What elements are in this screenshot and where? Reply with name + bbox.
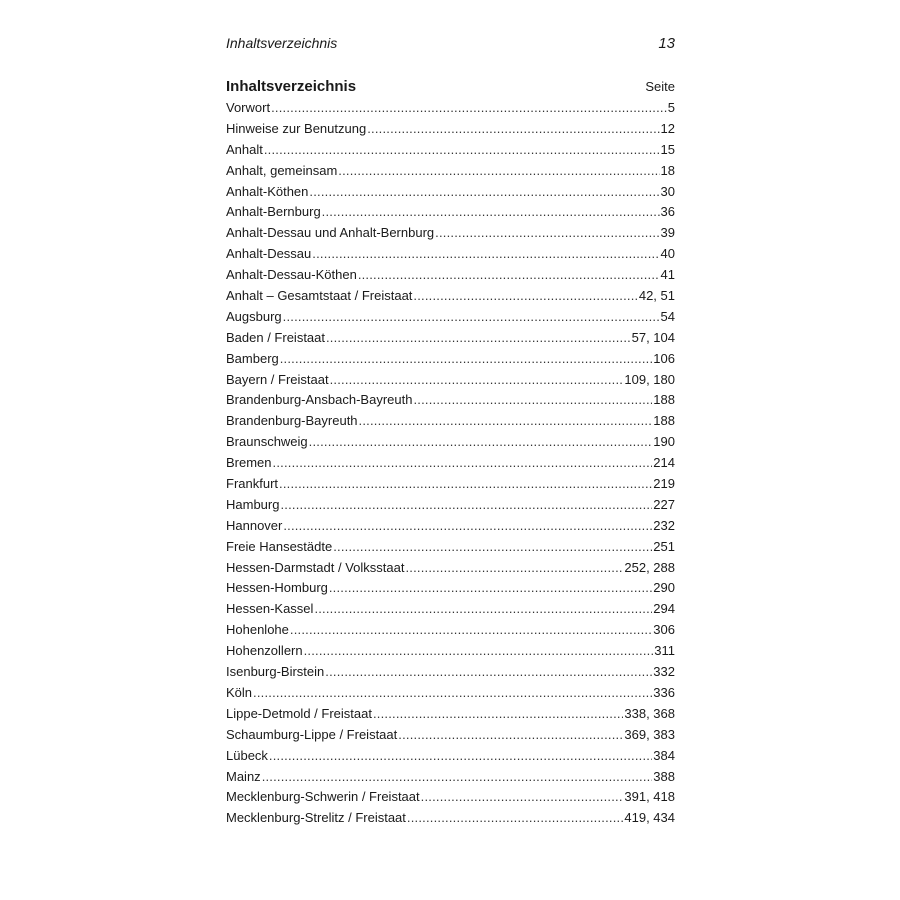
toc-entry[interactable] bbox=[226, 599, 675, 620]
toc-entry[interactable] bbox=[226, 704, 675, 725]
toc-entry-pages: 36 bbox=[660, 204, 675, 220]
toc-entry[interactable] bbox=[226, 787, 675, 808]
dot-leader bbox=[309, 182, 659, 203]
toc-entry-label: Hinweise zur Benutzung bbox=[226, 120, 367, 136]
dot-leader bbox=[338, 161, 659, 182]
toc-entry[interactable] bbox=[226, 537, 675, 558]
toc-entry[interactable] bbox=[226, 328, 675, 349]
toc-entry-pages: 251 bbox=[653, 538, 675, 554]
page-number: 13 bbox=[658, 35, 675, 52]
dot-leader bbox=[283, 516, 652, 537]
dot-leader bbox=[325, 662, 652, 683]
toc-entry-pages: 39 bbox=[660, 225, 675, 241]
toc-entry-pages: 41 bbox=[660, 267, 675, 283]
running-header-title: Inhaltsverzeichnis bbox=[226, 35, 338, 51]
toc-entry-pages: 232 bbox=[653, 517, 675, 533]
dot-leader bbox=[358, 265, 660, 286]
toc-entry[interactable] bbox=[226, 453, 675, 474]
dot-leader bbox=[407, 808, 623, 829]
dot-leader bbox=[269, 746, 652, 767]
toc-entry[interactable] bbox=[226, 390, 675, 411]
toc-entry-pages: 106 bbox=[653, 350, 675, 366]
toc-entry[interactable] bbox=[226, 495, 675, 516]
toc-entry-label: Baden / Freistaat bbox=[226, 329, 325, 345]
toc-entry[interactable] bbox=[226, 140, 675, 161]
toc-entry-label: Mecklenburg-Schwerin / Freistaat bbox=[226, 789, 420, 805]
toc-entry[interactable] bbox=[226, 202, 675, 223]
dot-leader bbox=[435, 223, 659, 244]
toc-entry-pages: 227 bbox=[653, 496, 675, 512]
toc-entry[interactable] bbox=[226, 620, 675, 641]
toc-entry-label: Hessen-Kassel bbox=[226, 601, 314, 617]
toc-entry-label: Köln bbox=[226, 684, 253, 700]
toc-entry-pages: 391, 418 bbox=[624, 789, 675, 805]
toc-entry[interactable] bbox=[226, 98, 675, 119]
toc-entry[interactable] bbox=[226, 161, 675, 182]
dot-leader bbox=[312, 244, 659, 265]
toc-entry-pages: 15 bbox=[660, 141, 675, 157]
dot-leader bbox=[280, 495, 652, 516]
toc-entry[interactable] bbox=[226, 662, 675, 683]
toc-entry[interactable] bbox=[226, 432, 675, 453]
toc-entry-pages: 252, 288 bbox=[624, 559, 675, 575]
toc-entry-label: Isenburg-Birstein bbox=[226, 664, 325, 680]
toc-entry[interactable] bbox=[226, 746, 675, 767]
toc-entry[interactable] bbox=[226, 808, 675, 829]
toc-entry-label: Freie Hansestädte bbox=[226, 538, 333, 554]
toc-entry-pages: 188 bbox=[653, 392, 675, 408]
toc-entry-pages: 294 bbox=[653, 601, 675, 617]
toc-entry-label: Hamburg bbox=[226, 496, 280, 512]
dot-leader bbox=[329, 578, 652, 599]
toc-entry[interactable] bbox=[226, 474, 675, 495]
toc-entry-pages: 54 bbox=[660, 308, 675, 324]
toc-entry-label: Anhalt-Dessau-Köthen bbox=[226, 267, 357, 283]
toc-entry[interactable] bbox=[226, 223, 675, 244]
toc-entry-label: Lippe-Detmold / Freistaat bbox=[226, 705, 372, 721]
toc-entry-pages: 40 bbox=[660, 246, 675, 262]
toc-entry[interactable] bbox=[226, 265, 675, 286]
toc-entry-pages: 109, 180 bbox=[624, 371, 675, 387]
toc-entry-label: Lübeck bbox=[226, 747, 268, 763]
toc-entry-pages: 188 bbox=[653, 413, 675, 429]
toc-entry-label: Mainz bbox=[226, 768, 261, 784]
dot-leader bbox=[421, 787, 624, 808]
toc-entry[interactable] bbox=[226, 286, 675, 307]
page-column-label: Seite bbox=[645, 79, 675, 94]
toc-entry[interactable] bbox=[226, 767, 675, 788]
toc-entry-label: Hannover bbox=[226, 517, 283, 533]
dot-leader bbox=[322, 202, 660, 223]
toc-heading: Inhaltsverzeichnis bbox=[226, 78, 357, 95]
toc-entry-pages: 388 bbox=[653, 768, 675, 784]
toc-entry-label: Bayern / Freistaat bbox=[226, 371, 329, 387]
toc-entry-label: Bamberg bbox=[226, 350, 279, 366]
toc-entry[interactable] bbox=[226, 725, 675, 746]
dot-leader bbox=[309, 432, 653, 453]
toc-entry-label: Anhalt-Köthen bbox=[226, 183, 309, 199]
toc-entry-label: Anhalt bbox=[226, 141, 263, 157]
toc-entry-label: Frankfurt bbox=[226, 476, 279, 492]
toc-entry[interactable] bbox=[226, 516, 675, 537]
toc-heading-row bbox=[226, 78, 675, 98]
toc-entry[interactable] bbox=[226, 244, 675, 265]
toc-entry-label: Schaumburg-Lippe / Freistaat bbox=[226, 726, 398, 742]
toc-entry-pages: 290 bbox=[653, 580, 675, 596]
toc-entry-label: Bremen bbox=[226, 455, 272, 471]
toc-entry-label: Hessen-Darmstadt / Volksstaat bbox=[226, 559, 405, 575]
toc-entry-label: Anhalt – Gesamtstaat / Freistaat bbox=[226, 288, 413, 304]
dot-leader bbox=[273, 453, 653, 474]
toc-entry[interactable] bbox=[226, 370, 675, 391]
toc-entry-pages: 338, 368 bbox=[624, 705, 675, 721]
toc-entry-pages: 42, 51 bbox=[638, 288, 675, 304]
toc-entry-label: Braunschweig bbox=[226, 434, 308, 450]
dot-leader bbox=[314, 599, 652, 620]
dot-leader bbox=[262, 767, 653, 788]
dot-leader bbox=[373, 704, 623, 725]
toc-entry[interactable] bbox=[226, 182, 675, 203]
toc-entry-label: Vorwort bbox=[226, 100, 271, 115]
toc-entry-pages: 419, 434 bbox=[624, 810, 675, 826]
toc-entry-pages: 219 bbox=[653, 476, 675, 492]
toc-entry-pages: 18 bbox=[660, 162, 675, 178]
toc-entry[interactable] bbox=[226, 683, 675, 704]
dot-leader bbox=[413, 390, 652, 411]
toc-entry-pages: 332 bbox=[653, 664, 675, 680]
toc-entry-label: Brandenburg-Ansbach-Bayreuth bbox=[226, 392, 413, 408]
dot-leader bbox=[290, 620, 652, 641]
toc-entry-label: Anhalt-Dessau bbox=[226, 246, 312, 262]
dot-leader bbox=[264, 140, 660, 161]
toc-entry-label: Anhalt-Dessau und Anhalt-Bernburg bbox=[226, 225, 435, 241]
dot-leader bbox=[359, 411, 653, 432]
toc-entry-label: Hohenlohe bbox=[226, 622, 289, 638]
toc-entry[interactable] bbox=[226, 578, 675, 599]
toc-entry-pages: 57, 104 bbox=[631, 329, 675, 345]
toc-entry-pages: 214 bbox=[653, 455, 675, 471]
toc-entry[interactable] bbox=[226, 119, 675, 140]
dot-leader bbox=[283, 307, 660, 328]
dot-leader bbox=[398, 725, 623, 746]
dot-leader bbox=[326, 328, 631, 349]
toc-entry-pages: 311 bbox=[654, 643, 675, 659]
toc-entry[interactable] bbox=[226, 411, 675, 432]
toc-entry-pages: 12 bbox=[660, 120, 675, 136]
table-of-contents bbox=[226, 98, 675, 829]
toc-entry-label: Brandenburg-Bayreuth bbox=[226, 413, 358, 429]
running-header bbox=[226, 35, 675, 55]
toc-entry-label: Anhalt, gemeinsam bbox=[226, 162, 338, 178]
dot-leader bbox=[330, 370, 624, 391]
toc-entry-label: Mecklenburg-Strelitz / Freistaat bbox=[226, 810, 406, 826]
toc-entry-pages: 336 bbox=[653, 684, 675, 700]
dot-leader bbox=[405, 558, 623, 579]
toc-entry-pages: 30 bbox=[660, 183, 675, 199]
toc-entry-pages: 5 bbox=[667, 100, 675, 115]
dot-leader bbox=[304, 641, 654, 662]
toc-entry-pages: 190 bbox=[653, 434, 675, 450]
dot-leader bbox=[271, 98, 667, 119]
toc-entry[interactable] bbox=[226, 307, 675, 328]
toc-entry-pages: 384 bbox=[653, 747, 675, 763]
dot-leader bbox=[413, 286, 637, 307]
toc-entry[interactable] bbox=[226, 349, 675, 370]
toc-entry-label: Hohenzollern bbox=[226, 643, 303, 659]
toc-entry-label: Hessen-Homburg bbox=[226, 580, 328, 596]
toc-entry[interactable] bbox=[226, 558, 675, 579]
dot-leader bbox=[280, 349, 653, 370]
dot-leader bbox=[253, 683, 652, 704]
dot-leader bbox=[279, 474, 652, 495]
dot-leader bbox=[367, 119, 659, 140]
toc-entry-label: Augsburg bbox=[226, 308, 282, 324]
toc-entry[interactable] bbox=[226, 641, 675, 662]
toc-entry-pages: 306 bbox=[653, 622, 675, 638]
dot-leader bbox=[333, 537, 652, 558]
toc-entry-label: Anhalt-Bernburg bbox=[226, 204, 321, 220]
toc-entry-pages: 369, 383 bbox=[624, 726, 675, 742]
